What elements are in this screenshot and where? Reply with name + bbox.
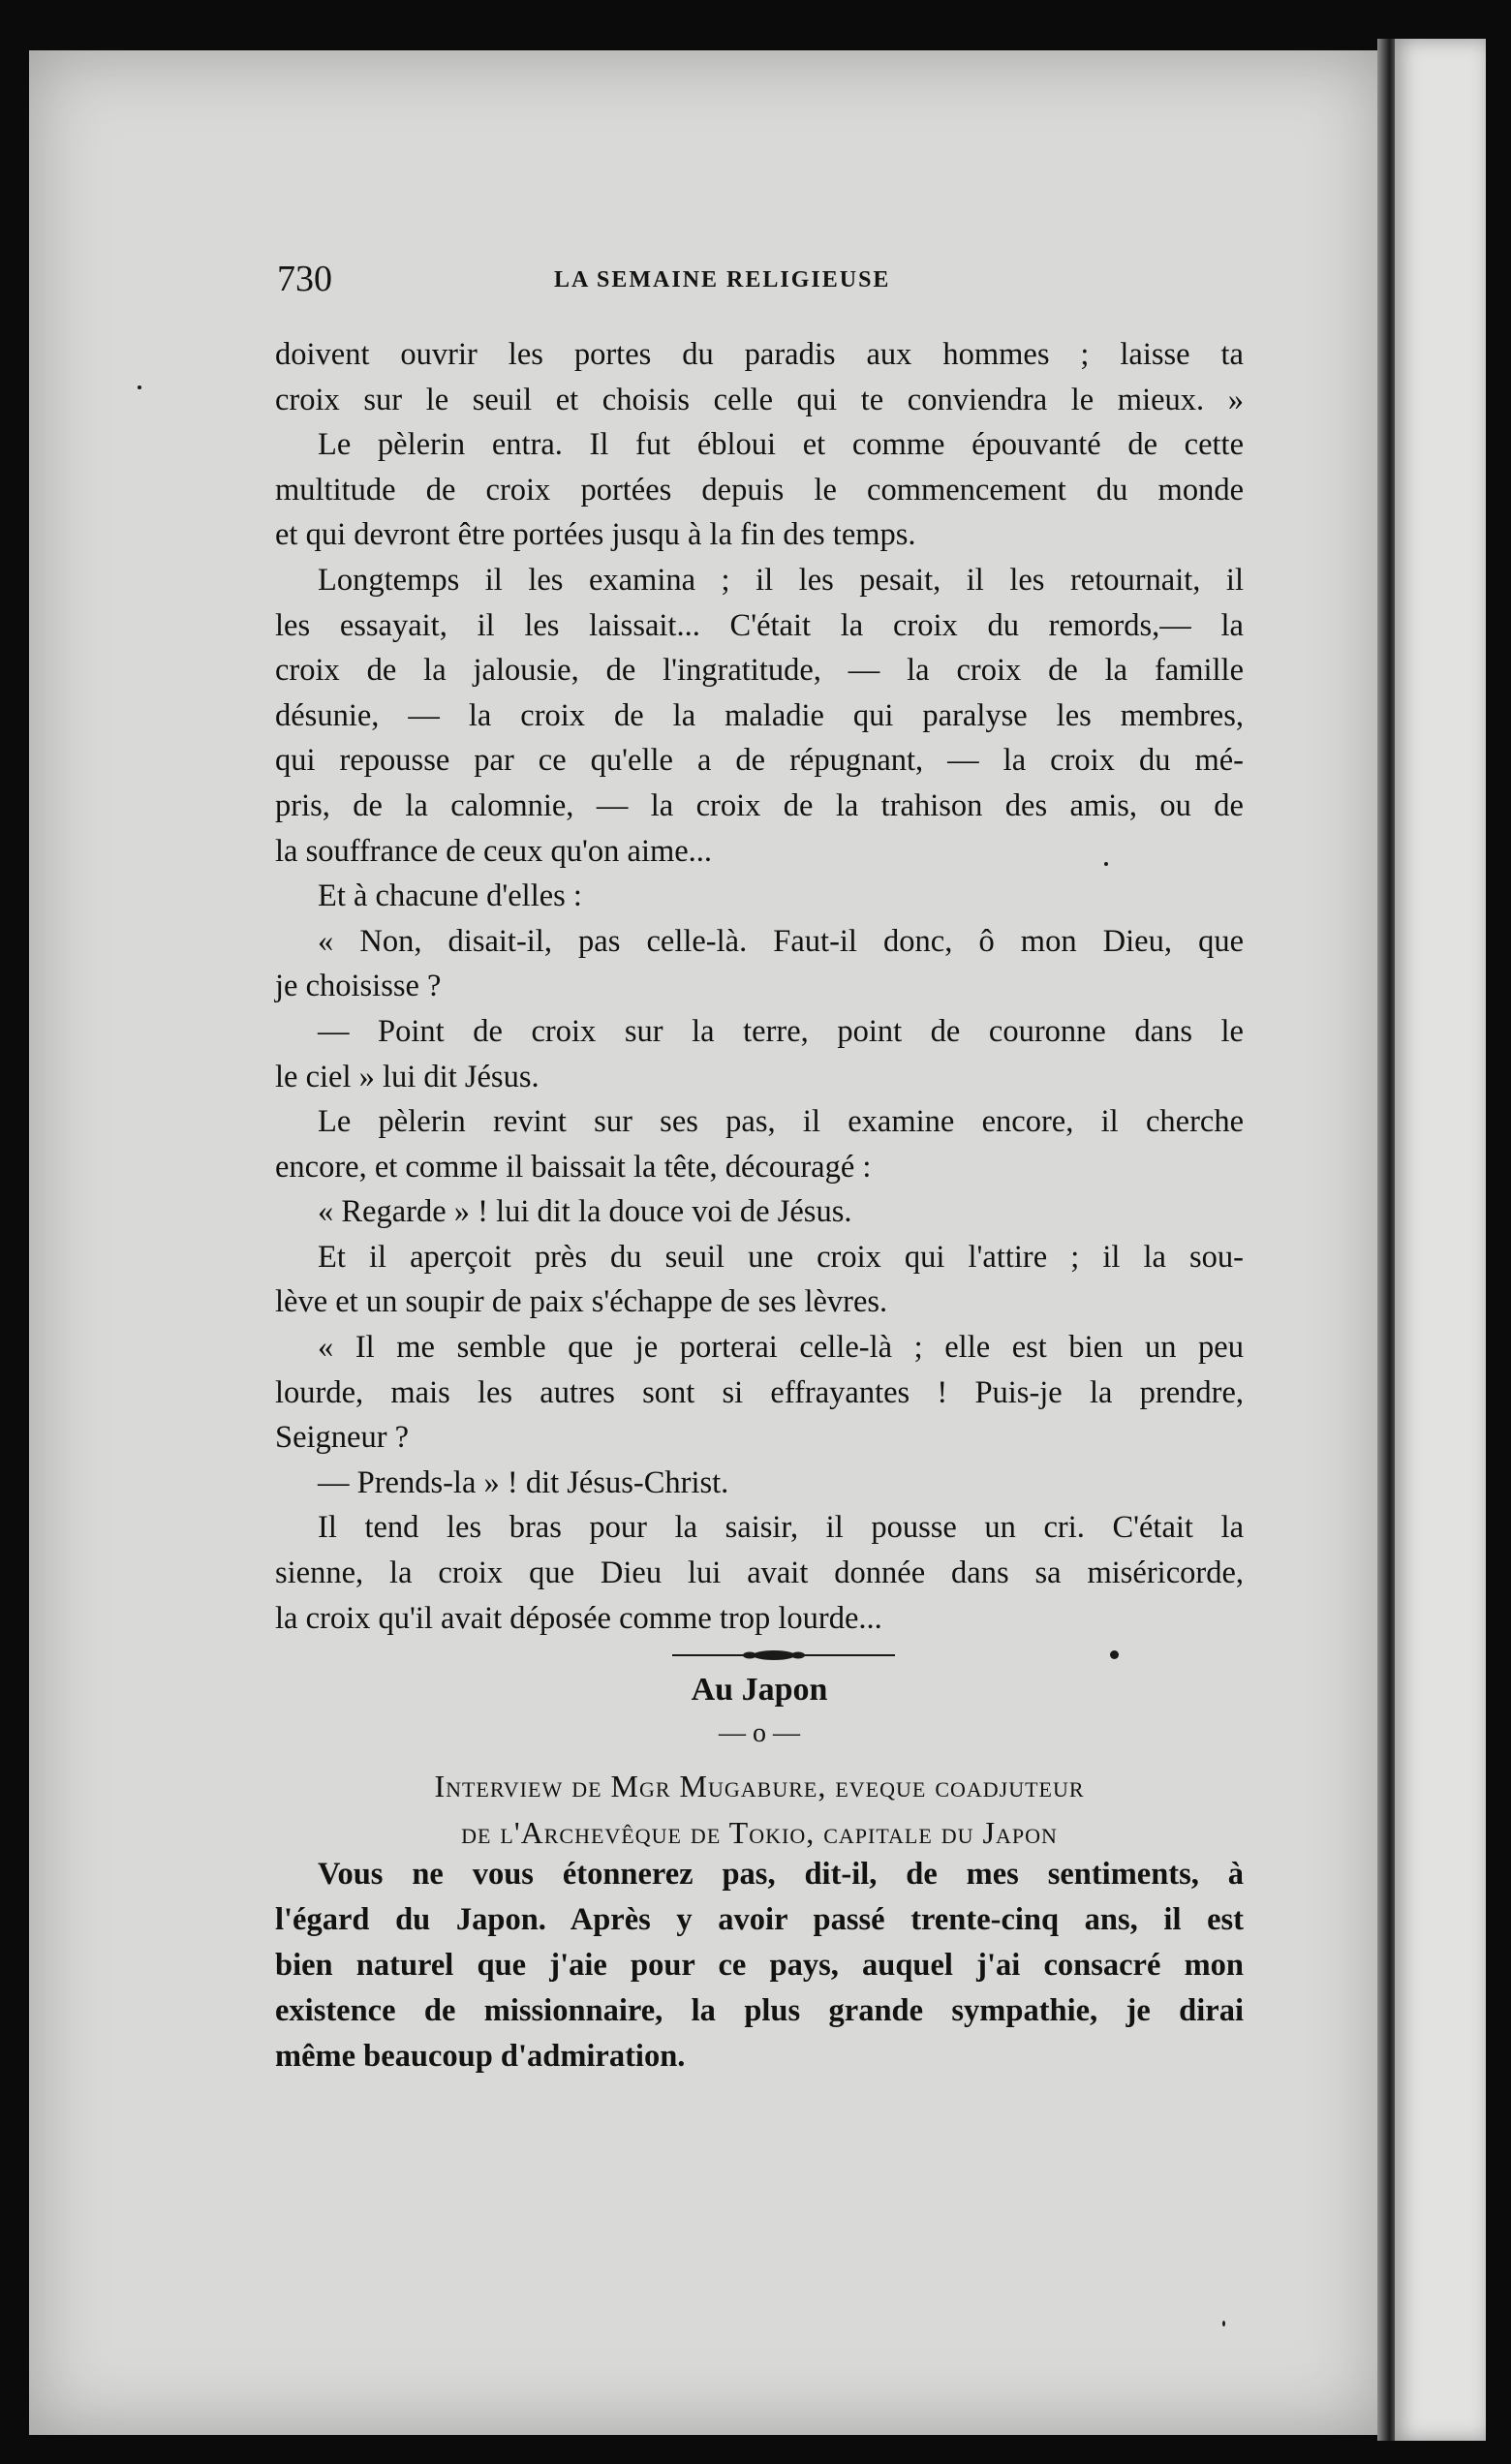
text-line: Le pèlerin entra. Il fut ébloui et comme épouvanté de cette: [318, 427, 1244, 463]
text-line: encore, et comme il baissait la tête, découragé :: [275, 1149, 872, 1185]
ink-dot: [1110, 1650, 1119, 1659]
text-line: je choisisse ?: [275, 969, 442, 1004]
text-line: les essayait, il les laissait... C'était la croix du remords,— la: [275, 607, 1244, 643]
section-subtitle: [242, 1763, 1277, 1856]
body-text: [275, 332, 1244, 1641]
text-line: Vous ne vous étonnerez pas, dit-il, de mes sentiments, à: [318, 1857, 1244, 1892]
text-line: — Point de croix sur la terre, point de couronne dans le: [318, 1013, 1244, 1049]
text-line: croix de la jalousie, de l'ingratitude, — la croix de la famille: [275, 653, 1244, 689]
text-line: Et il aperçoit près du seuil une croix qui l'attire ; il la sou-: [318, 1239, 1244, 1275]
ink-speck: [1104, 862, 1108, 866]
text-line: « Il me semble que je porterai celle-là ; elle est bien un peu: [318, 1330, 1244, 1366]
section-body: [275, 1852, 1244, 2079]
text-line: le ciel » lui dit Jésus.: [275, 1059, 540, 1094]
text-line: Le pèlerin revint sur ses pas, il examine encore, il cherche: [318, 1104, 1244, 1140]
text-line: Seigneur ?: [275, 1420, 410, 1456]
text-line: « Regarde » ! lui dit la douce voi de Jésus.: [318, 1194, 852, 1230]
text-line: l'égard du Japon. Après y avoir passé trente-cinq ans, il est: [275, 1902, 1244, 1937]
text-line: même beaucoup d'admiration.: [275, 2039, 686, 2074]
text-line: Il tend les bras pour la saisir, il pousse un cri. C'était la: [318, 1510, 1244, 1546]
text-line: la souffrance de ceux qu'on aime...: [275, 833, 713, 869]
text-line: pris, de la calomnie, — la croix de la trahison des amis, ou de: [275, 787, 1244, 823]
text-line: multitude de croix portées depuis le commencement du monde: [275, 472, 1244, 508]
section-title: Au Japon: [691, 1672, 828, 1708]
text-line: lève et un soupir de paix s'échappe de ses lèvres.: [275, 1284, 888, 1320]
facing-page-edge: [1395, 39, 1486, 2441]
text-line: Longtemps il les examina ; il les pesait, il les retournait, il: [318, 562, 1244, 598]
ornament-divider: [672, 1648, 895, 1662]
text-line: « Non, disait-il, pas celle-là. Faut-il donc, ô mon Dieu, que: [318, 923, 1244, 959]
text-line: lourde, mais les autres sont si effrayantes ! Puis-je la prendre,: [275, 1374, 1244, 1410]
text-line: — Prends-la » ! dit Jésus-Christ.: [318, 1464, 729, 1500]
text-line: croix sur le seuil et choisis celle qui te conviendra le mieux. »: [275, 382, 1244, 417]
text-line: sienne, la croix que Dieu lui avait donnée dans sa miséricorde,: [275, 1555, 1244, 1591]
text-line: et qui devront être portées jusqu à la fin des temps.: [275, 517, 916, 553]
book-gutter: [1377, 39, 1395, 2441]
subtitle-line: Interview de Mgr Mugabure, eveque coadjuteur: [434, 1769, 1085, 1803]
page-header: [277, 258, 1246, 302]
running-title: LA SEMAINE RELIGIEUSE: [554, 267, 891, 293]
text-line: existence de missionnaire, la plus grande sympathie, je dirai: [275, 1993, 1244, 2028]
text-line: bien naturel que j'aie pour ce pays, auquel j'ai consacré mon: [275, 1948, 1244, 1983]
text-line: désunie, — la croix de la maladie qui paralyse les membres,: [275, 697, 1244, 733]
text-line: Et à chacune d'elles :: [318, 878, 582, 914]
subtitle-line: de l'Archevêque de Tokio, capitale du Japon: [461, 1815, 1058, 1850]
page-number: 730: [277, 259, 332, 299]
section-separator: — o —: [719, 1718, 800, 1748]
text-line: qui repousse par ce qu'elle a de répugnant, — la croix du mé-: [275, 743, 1244, 779]
text-line: la croix qu'il avait déposée comme trop lourde...: [275, 1600, 882, 1636]
ink-speck: [138, 385, 141, 389]
ink-speck: [1222, 2321, 1225, 2326]
text-line: doivent ouvrir les portes du paradis aux hommes ; laisse ta: [275, 337, 1244, 372]
